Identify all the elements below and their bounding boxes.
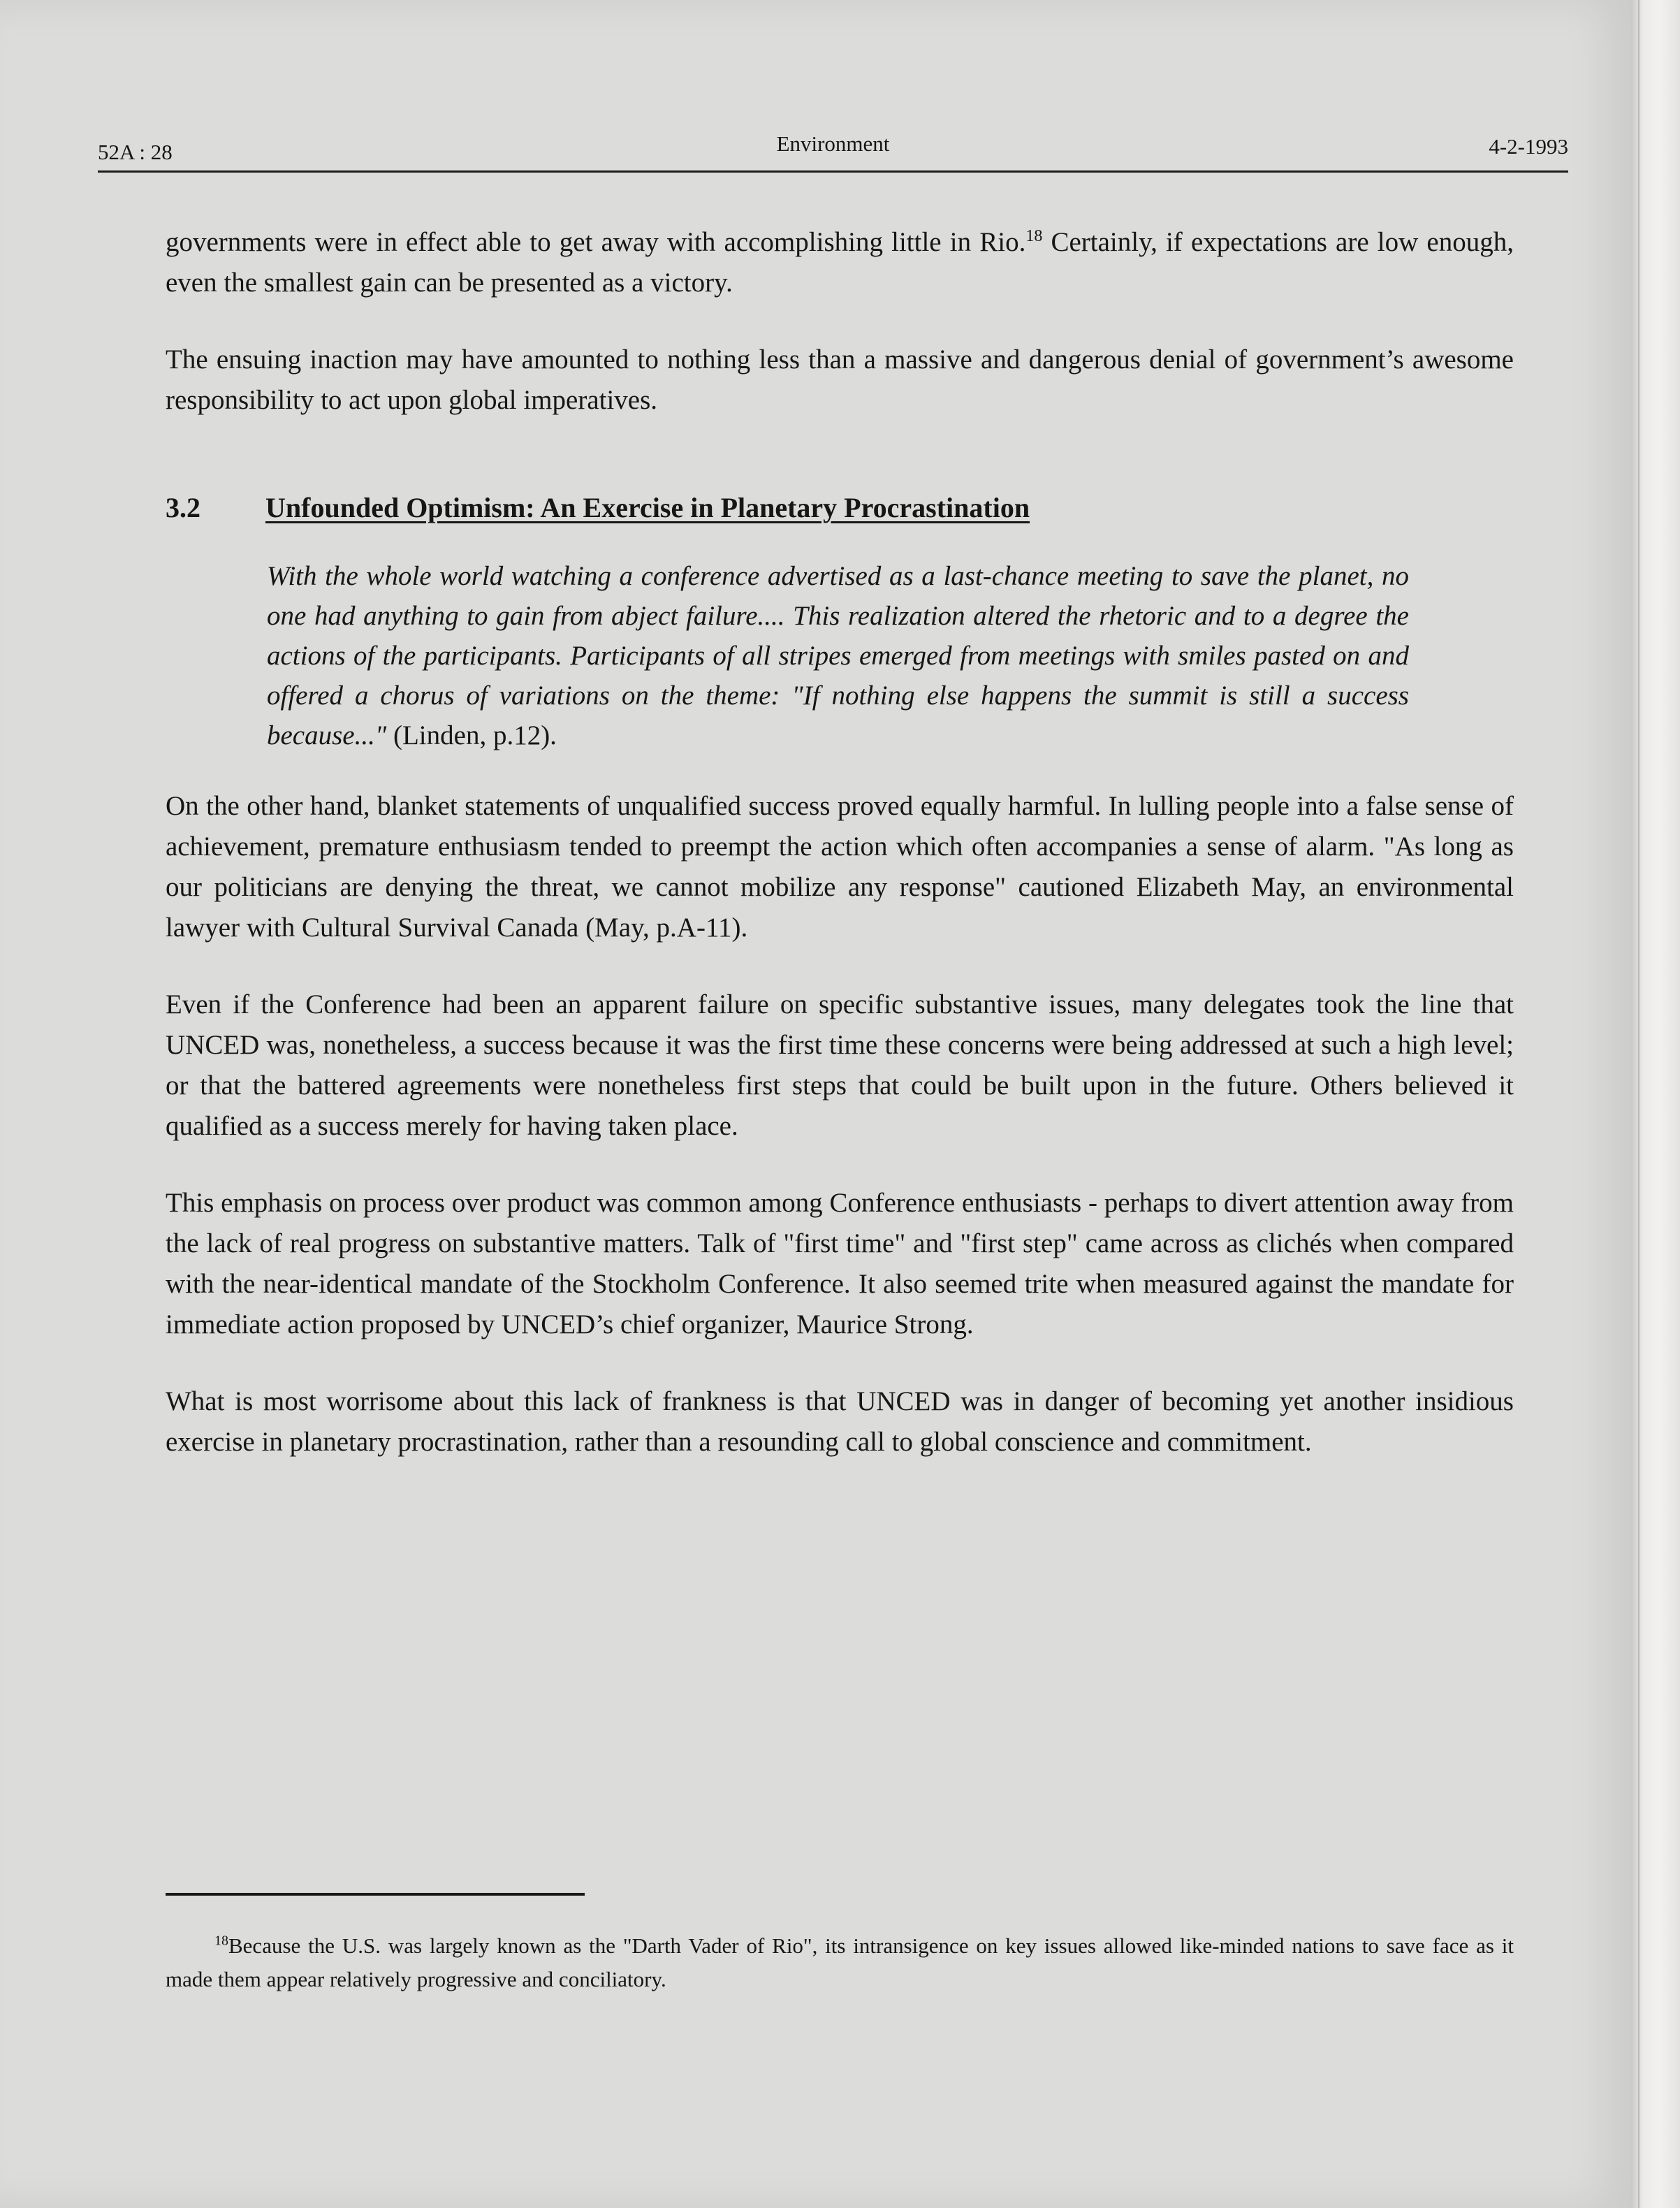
paragraph: This emphasis on process over product was common among Conference enthusiasts - perhaps to divert attention away from the lack of real progress on substantive matters. Talk of "first time" and "first step" came across as clichés when compared with the near-identical mandate of the Stockholm Conference. It also seemed trite when measured against the mandate for immediate action proposed by UNCED’s chief organizer, Maurice Strong. [166, 1188, 1514, 1339]
footnote-reference: 18 [1025, 227, 1043, 245]
paragraph: Even if the Conference had been an apparent failure on specific substantive issues, many delegates took the line that UNCED was, nonetheless, a success because it was the first time these concerns were being addressed at such a high level; or that the battered agreements were nonetheless first steps that could be built upon in the future. Others believed it qualified as a success merely for having taken place. [166, 989, 1514, 1141]
header-date: 4-2-1993 [1489, 134, 1568, 159]
paragraph: On the other hand, blanket statements of unqualified success proved equally harmful. In lulling people into a false sense of achievement, premature enthusiasm tended to preempt the action which often accompanies a sense of alarm. "As long as our politicians are denying the threat, we cannot mobilize any response" cautioned Elizabeth May, an environmental lawyer with Cultural Survival Canada (May, p.A-11). [166, 791, 1514, 943]
section-number: 3.2 [166, 492, 200, 523]
quote-citation: (Linden, p.12). [386, 720, 557, 750]
footnote-marker: 18 [214, 1933, 228, 1949]
running-header [98, 131, 1568, 168]
footnote [166, 1929, 1514, 1996]
header-page-number: 52A : 28 [98, 140, 173, 164]
header-section-title: Environment [776, 131, 890, 156]
footnote-text: Because the U.S. was largely known as the "Darth Vader of Rio", its intransigence on key issues allowed like-minded nations to save face as it made them appear relatively progressive and conciliatory. [166, 1933, 1514, 1991]
quote-text: With the whole world watching a conference advertised as a last-chance meeting to save the planet, no one had anything to gain from abject failure.... This realization altered the rhetoric and to a degree the actions of the participants. Participants of all stripes emerged from meetings with smiles pasted on and offered a chorus of variations on the theme: "If nothing else happens the summit is still a success because..." [267, 561, 1409, 750]
paragraph: governments were in effect able to get away with accomplishing little in Rio.$^{18}$ Certainly, if expectations are low enough, even the smallest gain can be presented as a victory. [166, 227, 1514, 298]
block-quote [267, 556, 1409, 755]
section-title: Unfounded Optimism: An Exercise in Planetary Procrastination [265, 492, 1030, 523]
body-text [166, 222, 1514, 1499]
page-edge-line [1638, 0, 1639, 2208]
section-heading [166, 488, 1514, 528]
footnote-rule [166, 1893, 585, 1896]
paragraph: The ensuing inaction may have amounted to nothing less than a massive and dangerous denial of government’s awesome responsibility to act upon global imperatives. [166, 344, 1514, 415]
paragraph: What is most worrisome about this lack of frankness is that UNCED was in danger of becoming yet another insidious exercise in planetary procrastination, rather than a resounding call to global conscience and commitment. [166, 1386, 1514, 1457]
header-rule [98, 170, 1568, 173]
